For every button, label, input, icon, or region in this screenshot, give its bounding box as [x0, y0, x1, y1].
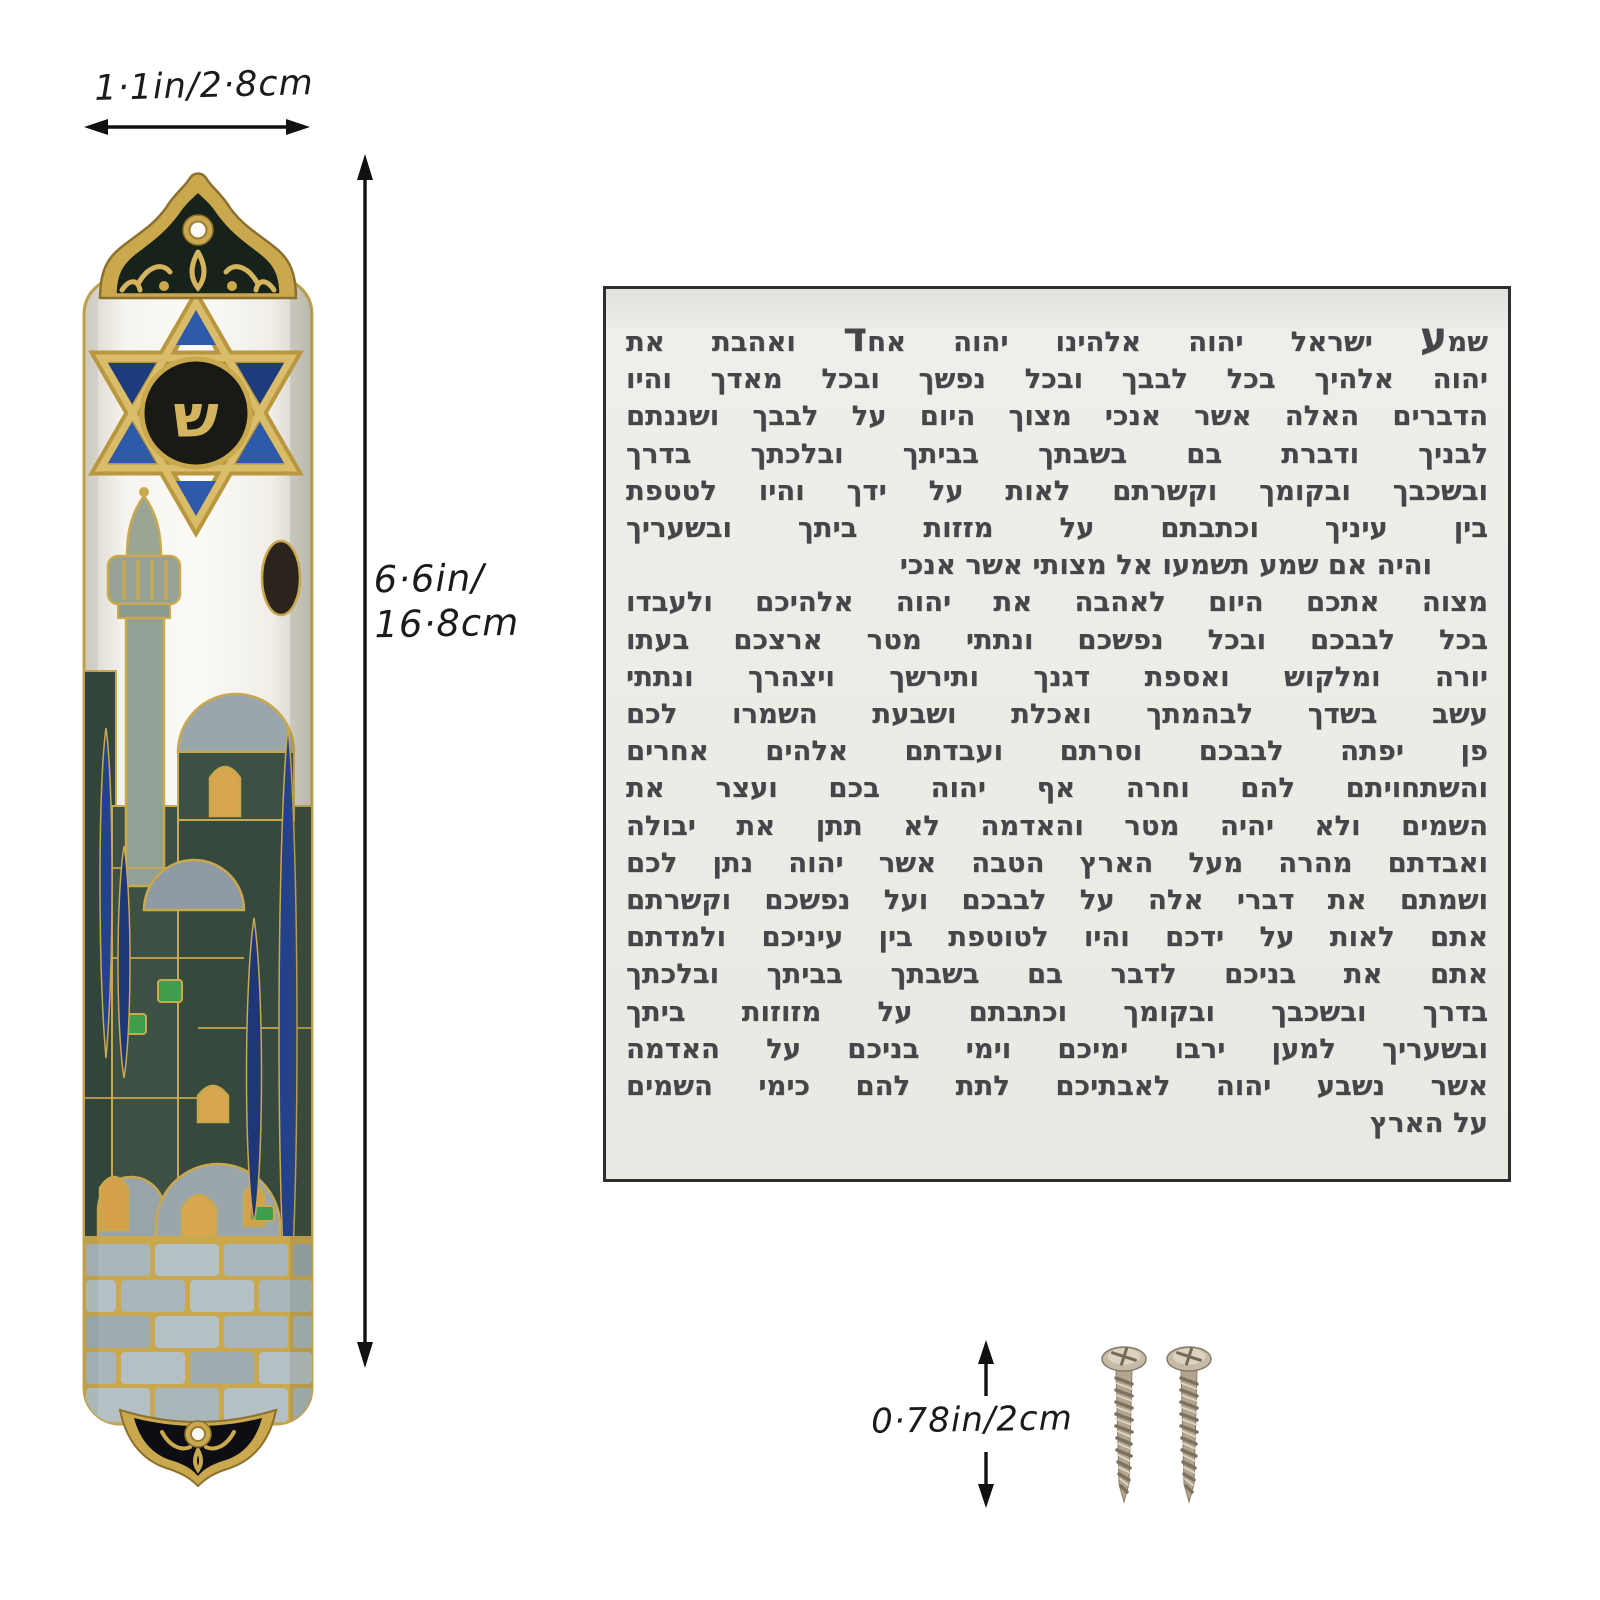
- case-width-label: 1·1in/2·8cm: [93, 63, 315, 109]
- scroll-line: לבניך ודברת בם בשבתך בביתך ובלכתך בדרך: [626, 437, 1488, 470]
- scroll-line: עשב בשדך לבהמתך ואכלת ושבעת השמרו לכם: [626, 698, 1488, 731]
- scroll-text-segment: ואהבת את: [626, 326, 843, 358]
- scroll-text-segment: ישראל יהוה אלהינו יהוה אח: [867, 326, 1420, 358]
- screw-icon: [1102, 1345, 1146, 1502]
- scroll-line: בכל לבבכם ובכל נפשכם ונתתי מטר ארצכם בעתו: [626, 623, 1488, 656]
- brick-wall: [84, 1236, 312, 1426]
- scroll-text: [626, 313, 1488, 1142]
- scroll-line: בין עיניך וכתבתם על מזזות ביתך ובשעריך: [626, 512, 1488, 545]
- scroll-line: הדברים האלה אשר אנכי מצוך היום על לבבך ושננתם: [626, 400, 1488, 433]
- scroll-line: יהוה אלהיך בכל לבבך ובכל נפשך ובכל מאדך והיו: [626, 363, 1488, 396]
- screw-icon: [1167, 1345, 1211, 1502]
- case-height-arrow: [349, 152, 381, 1370]
- case-height-label: [373, 555, 519, 648]
- scroll-line: פן יפתה לבבכם וסרתם ועבדתם אלהים אחרים: [626, 735, 1488, 768]
- case-height-label-line1: 6·6in/: [373, 556, 486, 602]
- scroll-line: [626, 313, 1488, 361]
- scroll-line: והשתחויתם להם וחרה אף יהוה בכם ועצר את: [626, 772, 1488, 805]
- screw-length-label: 0·78in/2cm: [870, 1398, 1074, 1442]
- scroll-line: מצוה אתכם היום לאהבה את יהוה אלהיכם ולעבדו: [626, 586, 1488, 619]
- scroll-text-segment: שמ: [1447, 326, 1488, 358]
- scroll-line: ובשכבך ובקומך וקשרתם לאות על ידך והיו לטטפת: [626, 474, 1488, 507]
- scroll-line: אתם לאות על ידכם והיו לטוטפת בין עיניכם ולמדתם: [626, 921, 1488, 954]
- scroll-line: והיה אם שמע תשמעו אל מצותי אשר אנכי: [899, 549, 1432, 582]
- scroll-line: ושמתם את דברי אלה על לבבכם ועל נפשכם וקשרתם: [626, 884, 1488, 917]
- shin-letter: ש: [173, 382, 219, 452]
- bottom-ornament: [120, 1410, 276, 1486]
- scroll-line: על הארץ: [1369, 1107, 1488, 1140]
- case-height-label-line2: 16·8cm: [374, 600, 520, 647]
- scroll-line: ואבדתם מהרה מעל הארץ הטבה אשר יהוה נתן לכם: [626, 846, 1488, 879]
- enlarged-letter: ד: [842, 313, 868, 361]
- scroll-line: יורה ומלקוש ואספת דגנך ותירשך ויצהרך ונתתי: [626, 660, 1488, 693]
- scroll-line: ובשעריך למען ירבו ימיכם וימי בניכם על האדמה: [626, 1032, 1488, 1065]
- case-width-arrow: [82, 112, 312, 142]
- klaf-scroll: [603, 286, 1511, 1182]
- screw-hole-bottom: [185, 1421, 211, 1447]
- top-ornament: [100, 174, 296, 299]
- oval-accent: [262, 541, 300, 615]
- mezuzah-case-illustration: [78, 166, 318, 1496]
- screw-hole-top: [183, 215, 213, 245]
- scroll-line: אשר נשבע יהוה לאבתיכם לתת להם כימי השמים: [626, 1070, 1488, 1103]
- screws-illustration: [1086, 1338, 1236, 1518]
- scroll-line: בדרך ובשכבך ובקומך וכתבתם על מזוזות ביתך: [626, 995, 1488, 1028]
- scroll-line: אתם את בניכם לדבר בם בשבתך בביתך ובלכתך: [626, 958, 1488, 991]
- scroll-line: השמים ולא יהיה מטר והאדמה לא תתן את יבולה: [626, 809, 1488, 842]
- enlarged-letter: ע: [1419, 313, 1448, 361]
